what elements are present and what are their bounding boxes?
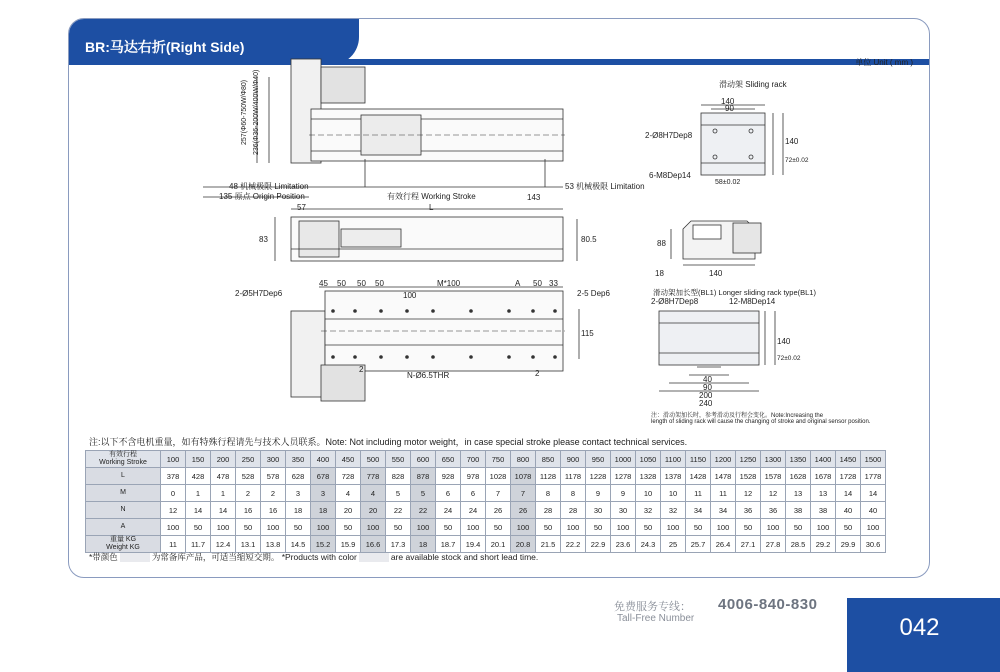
table-cell: 28 <box>536 502 561 519</box>
table-cell: 13.8 <box>261 536 286 553</box>
stroke-header-cell: 1350 <box>786 451 811 468</box>
table-cell: 50 <box>586 519 611 536</box>
right-hole-spec: 2-5 Dep6 <box>577 289 610 298</box>
table-cell: 10 <box>661 485 686 502</box>
dim-50c: 50 <box>375 279 384 288</box>
table-cell: 22 <box>411 502 436 519</box>
table-cell: 8 <box>561 485 586 502</box>
mech-limit-left: 48 机械极限 Limitation <box>229 182 309 191</box>
table-cell: 26 <box>511 502 536 519</box>
table-cell: 100 <box>711 519 736 536</box>
stroke-header-cell: 150 <box>186 451 211 468</box>
page-number-box <box>847 598 1000 672</box>
page-title: BR:马达右折(Right Side) <box>85 39 245 55</box>
table-cell: 26.4 <box>711 536 736 553</box>
side-view <box>275 209 577 261</box>
table-cell: 18 <box>311 502 336 519</box>
table-cell: 3 <box>311 485 336 502</box>
tollfree-label: Tall-Free Number <box>617 613 695 624</box>
stroke-header-cell: 1400 <box>811 451 836 468</box>
table-cell: 6 <box>461 485 486 502</box>
table-cell: 1 <box>211 485 236 502</box>
table-cell: 100 <box>211 519 236 536</box>
sliding-rack-view <box>701 105 783 175</box>
long-rack-tap-hole: 12-M8Dep14 <box>729 297 776 306</box>
rack-front-view <box>671 221 761 265</box>
table-row <box>86 468 886 485</box>
table-cell: 678 <box>311 468 336 485</box>
table-cell: 4 <box>361 485 386 502</box>
stroke-header-cell: 950 <box>586 451 611 468</box>
table-cell: 50 <box>486 519 511 536</box>
stroke-header-cell: 100 <box>161 451 186 468</box>
table-cell: 8 <box>536 485 561 502</box>
dim-L: L <box>429 203 434 212</box>
table-cell: 1328 <box>636 468 661 485</box>
long-rack-note-1: 注：滑动架加长时，参考滑动及行程会变化。Note:Increasing the <box>651 413 824 419</box>
dim-m100: M*100 <box>437 279 461 288</box>
table-cell: 20 <box>336 502 361 519</box>
table-cell: 9 <box>611 485 636 502</box>
origin-position: 135 原点 Origin Position <box>219 192 305 201</box>
table-cell: 24.3 <box>636 536 661 553</box>
table-cell: 50 <box>436 519 461 536</box>
table-cell: 11 <box>686 485 711 502</box>
table-cell: 1 <box>186 485 211 502</box>
table-cell: 1128 <box>536 468 561 485</box>
table-cell: 100 <box>311 519 336 536</box>
table-cell: 100 <box>361 519 386 536</box>
table-cell: 6 <box>436 485 461 502</box>
front-dim-88: 88 <box>657 239 666 248</box>
table-cell: 100 <box>661 519 686 536</box>
table-cell: 578 <box>261 468 286 485</box>
table-cell: 50 <box>736 519 761 536</box>
table-cell: 100 <box>161 519 186 536</box>
table-cell: 32 <box>661 502 686 519</box>
table-cell: 10 <box>636 485 661 502</box>
table-cell: 2 <box>236 485 261 502</box>
spec-card <box>68 18 930 578</box>
dim-A: A <box>515 279 521 288</box>
dim-143: 143 <box>527 193 541 202</box>
spec-table <box>85 450 886 553</box>
stroke-header-cell: 750 <box>486 451 511 468</box>
row-label: L <box>86 468 161 485</box>
long-rack-dim-240: 240 <box>699 399 713 408</box>
table-cell: 100 <box>861 519 886 536</box>
dim-left-outer: 257(Ф60-750W/Ф80) <box>241 79 248 145</box>
table-cell: 40 <box>861 502 886 519</box>
table-cell: 13 <box>811 485 836 502</box>
rack-tap-hole: 6-M8Dep14 <box>649 171 691 180</box>
table-cell: 29.2 <box>811 536 836 553</box>
stock-color-swatch-2 <box>359 553 389 562</box>
front-dim-18: 18 <box>655 269 664 278</box>
long-rack-dim-90: 90 <box>703 383 712 392</box>
long-rack-dim-200: 200 <box>699 391 713 400</box>
page-number: 042 <box>899 614 940 641</box>
table-cell: 1078 <box>511 468 536 485</box>
long-rack-pin-hole: 2-Ø8H7Dep8 <box>651 297 699 306</box>
table-cell: 50 <box>786 519 811 536</box>
table-cell: 16 <box>261 502 286 519</box>
table-row <box>86 519 886 536</box>
stroke-header-cell: 1100 <box>661 451 686 468</box>
table-cell: 15.2 <box>311 536 336 553</box>
dim-100: 100 <box>403 291 417 300</box>
row-label: N <box>86 502 161 519</box>
table-row <box>86 536 886 553</box>
stroke-header-cell: 600 <box>411 451 436 468</box>
stroke-header-cell: 1500 <box>861 451 886 468</box>
table-row <box>86 502 886 519</box>
table-cell: 13.1 <box>236 536 261 553</box>
stroke-header-cell: 450 <box>336 451 361 468</box>
rack-dim-140v: 140 <box>785 137 799 146</box>
long-rack-dim-140v: 140 <box>777 337 791 346</box>
table-cell: 978 <box>461 468 486 485</box>
table-cell: 528 <box>236 468 261 485</box>
table-cell: 16 <box>236 502 261 519</box>
table-cell: 12 <box>161 502 186 519</box>
table-cell: 38 <box>786 502 811 519</box>
footnote: *带颜色 为常备库产品，可适当缩短交期。 *Products with color are available stock and short lead time. <box>89 552 539 562</box>
table-cell: 1778 <box>861 468 886 485</box>
table-cell: 1178 <box>561 468 586 485</box>
table-cell: 27.8 <box>761 536 786 553</box>
table-cell: 18 <box>286 502 311 519</box>
dim-2b: 2 <box>535 369 540 378</box>
table-cell: 32 <box>636 502 661 519</box>
stroke-header-cell: 1300 <box>761 451 786 468</box>
table-cell: 0 <box>161 485 186 502</box>
stroke-header-cell: 1050 <box>636 451 661 468</box>
table-cell: 728 <box>336 468 361 485</box>
table-header-label: 有效行程 Working Stroke <box>86 451 161 468</box>
table-cell: 1678 <box>811 468 836 485</box>
mech-limit-right: 53 机械极限 Limitation <box>565 182 645 191</box>
stroke-header-cell: 1250 <box>736 451 761 468</box>
stock-color-swatch <box>120 553 150 562</box>
table-cell: 14 <box>836 485 861 502</box>
dim-80-5: 80.5 <box>581 235 597 244</box>
stroke-header-cell: 200 <box>211 451 236 468</box>
table-cell: 15.9 <box>336 536 361 553</box>
dim-50a: 50 <box>337 279 346 288</box>
table-cell: 30 <box>611 502 636 519</box>
table-cell: 20 <box>361 502 386 519</box>
table-row <box>86 485 886 502</box>
table-cell: 100 <box>411 519 436 536</box>
dim-33: 33 <box>549 279 558 288</box>
table-cell: 21.5 <box>536 536 561 553</box>
table-cell: 5 <box>411 485 436 502</box>
table-cell: 38 <box>811 502 836 519</box>
table-cell: 7 <box>486 485 511 502</box>
table-cell: 3 <box>286 485 311 502</box>
table-cell: 29.9 <box>836 536 861 553</box>
stroke-header-cell: 1450 <box>836 451 861 468</box>
stroke-header-cell: 350 <box>286 451 311 468</box>
dim-83: 83 <box>259 235 268 244</box>
stroke-header-cell: 1150 <box>686 451 711 468</box>
hotline-number: 4006-840-830 <box>718 596 818 613</box>
table-cell: 478 <box>211 468 236 485</box>
table-cell: 50 <box>336 519 361 536</box>
table-cell: 1028 <box>486 468 511 485</box>
dim-50d: 50 <box>533 279 542 288</box>
unit-label: 单位 Unit ( mm ) <box>855 58 913 67</box>
rack-dim-72: 72±0.02 <box>785 157 809 164</box>
table-cell: 24 <box>461 502 486 519</box>
table-cell: 34 <box>686 502 711 519</box>
table-cell: 28.5 <box>786 536 811 553</box>
table-cell: 11.7 <box>186 536 211 553</box>
table-cell: 1428 <box>686 468 711 485</box>
table-cell: 50 <box>536 519 561 536</box>
table-cell: 50 <box>386 519 411 536</box>
row-label: 重量 KG Weight KG <box>86 536 161 553</box>
working-stroke-label: 有效行程 Working Stroke <box>387 192 476 201</box>
stroke-header-cell: 650 <box>436 451 461 468</box>
long-rack-title: 滑动架加长型(BL1) Longer sliding rack type(BL1) <box>653 288 816 297</box>
table-cell: 1478 <box>711 468 736 485</box>
table-cell: 30.6 <box>861 536 886 553</box>
long-rack-note-2: length of sliding rack will cause the changing of stroke and original sensor position. <box>651 419 871 425</box>
table-cell: 25.7 <box>686 536 711 553</box>
stroke-header-cell: 1200 <box>711 451 736 468</box>
table-cell: 50 <box>236 519 261 536</box>
table-cell: 26 <box>486 502 511 519</box>
table-cell: 100 <box>611 519 636 536</box>
stroke-header-cell: 300 <box>261 451 286 468</box>
table-cell: 22 <box>386 502 411 519</box>
table-cell: 4 <box>336 485 361 502</box>
table-cell: 50 <box>686 519 711 536</box>
table-cell: 13 <box>786 485 811 502</box>
table-cell: 17.3 <box>386 536 411 553</box>
table-cell: 12 <box>736 485 761 502</box>
stroke-header-cell: 700 <box>461 451 486 468</box>
table-cell: 36 <box>761 502 786 519</box>
table-cell: 5 <box>386 485 411 502</box>
table-cell: 30 <box>586 502 611 519</box>
dim-2a: 2 <box>359 365 364 374</box>
table-cell: 928 <box>436 468 461 485</box>
table-cell: 14 <box>211 502 236 519</box>
left-hole-spec: 2-Ø5H7Dep6 <box>235 289 283 298</box>
stroke-header-cell: 550 <box>386 451 411 468</box>
table-cell: 1278 <box>611 468 636 485</box>
table-cell: 14 <box>861 485 886 502</box>
stroke-header-cell: 900 <box>561 451 586 468</box>
stroke-header-cell: 800 <box>511 451 536 468</box>
table-cell: 20.8 <box>511 536 536 553</box>
long-rack-dim-72: 72±0.02 <box>777 355 801 362</box>
table-cell: 25 <box>661 536 686 553</box>
table-cell: 100 <box>761 519 786 536</box>
table-cell: 28 <box>561 502 586 519</box>
technical-drawing <box>69 19 930 439</box>
table-cell: 100 <box>511 519 536 536</box>
dim-45: 45 <box>319 279 328 288</box>
table-cell: 378 <box>161 468 186 485</box>
dim-57: 57 <box>297 203 306 212</box>
table-cell: 40 <box>836 502 861 519</box>
bottom-view <box>291 287 579 401</box>
table-cell: 36 <box>736 502 761 519</box>
rack-dim-58: 58±0.02 <box>715 179 741 186</box>
table-cell: 7 <box>511 485 536 502</box>
dim-115: 115 <box>581 329 594 338</box>
table-cell: 18 <box>411 536 436 553</box>
table-cell: 12.4 <box>211 536 236 553</box>
table-cell: 12 <box>761 485 786 502</box>
table-cell: 22.2 <box>561 536 586 553</box>
table-cell: 1378 <box>661 468 686 485</box>
table-cell: 50 <box>836 519 861 536</box>
stroke-header-cell: 400 <box>311 451 336 468</box>
table-cell: 18.7 <box>436 536 461 553</box>
table-cell: 100 <box>561 519 586 536</box>
table-cell: 1228 <box>586 468 611 485</box>
table-cell: 628 <box>286 468 311 485</box>
sliding-rack-title: 滑动架 Sliding rack <box>719 80 787 89</box>
front-dim-140: 140 <box>709 269 723 278</box>
table-cell: 23.6 <box>611 536 636 553</box>
table-cell: 100 <box>261 519 286 536</box>
row-label: M <box>86 485 161 502</box>
table-cell: 50 <box>286 519 311 536</box>
table-cell: 1628 <box>786 468 811 485</box>
rack-pin-hole: 2-Ø8H7Dep8 <box>645 131 693 140</box>
table-cell: 1728 <box>836 468 861 485</box>
table-cell: 778 <box>361 468 386 485</box>
table-cell: 100 <box>811 519 836 536</box>
stroke-header-cell: 500 <box>361 451 386 468</box>
table-cell: 22.9 <box>586 536 611 553</box>
table-cell: 1528 <box>736 468 761 485</box>
table-cell: 14.5 <box>286 536 311 553</box>
table-cell: 1578 <box>761 468 786 485</box>
long-rack-dim-40: 40 <box>703 375 712 384</box>
table-cell: 11 <box>161 536 186 553</box>
dim-left-inner: 236(Ф36-200W/400W/Ф40) <box>253 69 260 155</box>
table-cell: 50 <box>636 519 661 536</box>
table-cell: 828 <box>386 468 411 485</box>
table-cell: 20.1 <box>486 536 511 553</box>
table-cell: 11 <box>711 485 736 502</box>
table-cell: 19.4 <box>461 536 486 553</box>
rack-dim-90: 90 <box>725 104 734 113</box>
stroke-header-cell: 250 <box>236 451 261 468</box>
table-cell: 878 <box>411 468 436 485</box>
table-cell: 2 <box>261 485 286 502</box>
thru-hole-spec: N-Ø6.5THR <box>407 371 450 380</box>
table-cell: 24 <box>436 502 461 519</box>
table-cell: 14 <box>186 502 211 519</box>
table-cell: 27.1 <box>736 536 761 553</box>
hotline-label: 免费服务专线： <box>614 601 691 613</box>
table-cell: 50 <box>186 519 211 536</box>
stroke-header-cell: 1000 <box>611 451 636 468</box>
table-cell: 100 <box>461 519 486 536</box>
stroke-header-cell: 850 <box>536 451 561 468</box>
table-cell: 16.6 <box>361 536 386 553</box>
table-cell: 9 <box>586 485 611 502</box>
dim-50b: 50 <box>357 279 366 288</box>
table-cell: 34 <box>711 502 736 519</box>
long-rack-view <box>659 311 775 391</box>
table-cell: 428 <box>186 468 211 485</box>
table-note: 注:以下不含电机重量，如有特殊行程请先与技术人员联系。Note: Not including motor weight，in case special stroke please contact technical services. <box>89 437 688 447</box>
row-label: A <box>86 519 161 536</box>
rack-dim-140: 140 <box>721 97 735 106</box>
